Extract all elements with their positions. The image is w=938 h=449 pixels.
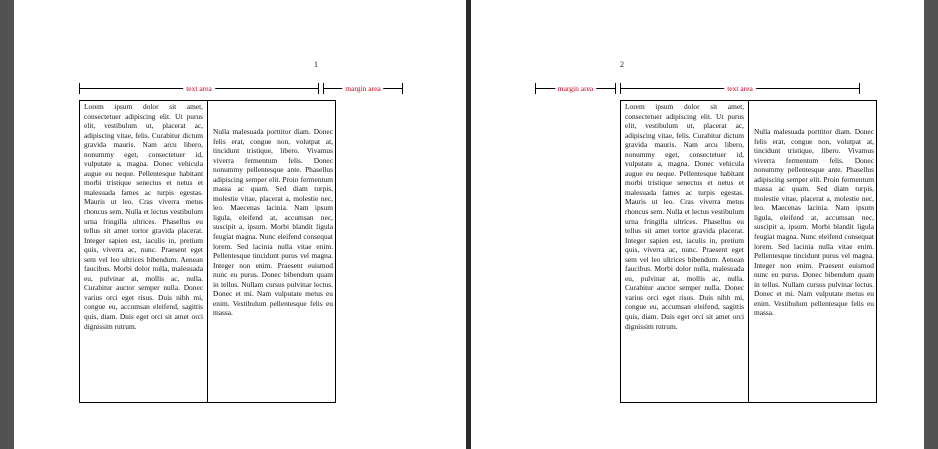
page-1	[14, 0, 466, 449]
margin-area-label: margin area	[555, 83, 596, 94]
margin-area-label: margin area	[342, 83, 383, 94]
text-area-label: text area	[183, 83, 215, 94]
column-right-text: Nulla malesuada porttitor diam. Donec felis erat, congue non, volutpat at, tincidunt tristique, libero. Vivamus viverra fermentum felis. Donec nonummy pellentesque ante. Phasellus adipiscing semper elit. Proin fermentum massa ac quam. Sed diam turpis, molestie vitae, placerat a, molestie nec, leo. Maecenas lacinia. Nam ipsum ligula, eleifend at, accumsan nec, suscipit a, ipsum. Morbi blandit ligula feugiat magna. Nunc eleifend consequat lorem. Sed lacinia nulla vitae enim. Pellentesque tincidunt purus vel magna. Integer non enim. Praesent euismod nunc eu purus. Donec bibendum quam in tellus. Nullam cursus pulvinar lectus. Donec et mi. Nam vulputate metus eu enim. Vestibulum pellentesque felis eu massa.	[754, 127, 874, 318]
text-area-ruler	[620, 83, 860, 94]
page-number: 2	[620, 60, 624, 69]
page-2	[471, 0, 924, 449]
column-left-text: Lorem ipsum dolor sit amet, consectetuer adipiscing elit. Ut purus elit, vestibulum ut, placerat ac, adipiscing vitae, felis. Curabitur dictum gravida mauris. Nam arcu libero, nonummy eget, consectetuer id, vulputate a, magna. Donec vehicula augue eu neque. Pellentesque habitant morbi tristique senectus et netus et malesuada fames ac turpis egestas. Mauris ut leo. Cras viverra metus rhoncus sem. Nulla et lectus vestibulum urna fringilla ultrices. Phasellus eu tellus sit amet tortor gravida placerat. Integer sapien est, iaculis in, pretium quis, viverra ac, nunc. Praesent eget sem vel leo ultrices bibendum. Aenean faucibus. Morbi dolor nulla, malesuada eu, pulvinar at, mollis ac, nulla. Curabitur auctor semper nulla. Donec varius orci eget risus. Duis nibh mi, congue eu, accumsan eleifend, sagittis quis, diam. Duis eget orci sit amet orci dignissim rutrum.	[84, 102, 203, 331]
margin-area-ruler	[535, 83, 616, 94]
margin-area-ruler	[323, 83, 403, 94]
text-area-ruler	[79, 83, 319, 94]
text-area-frame	[79, 100, 336, 403]
text-area-frame	[620, 100, 877, 403]
text-area-label: text area	[724, 83, 756, 94]
column-right-text: Nulla malesuada porttitor diam. Donec felis erat, congue non, volutpat at, tincidunt tristique, libero. Vivamus viverra fermentum felis. Donec nonummy pellentesque ante. Phasellus adipiscing semper elit. Proin fermentum massa ac quam. Sed diam turpis, molestie vitae, placerat a, molestie nec, leo. Maecenas lacinia. Nam ipsum ligula, eleifend at, accumsan nec, suscipit a, ipsum. Morbi blandit ligula feugiat magna. Nunc eleifend consequat lorem. Sed lacinia nulla vitae enim. Pellentesque tincidunt purus vel magna. Integer non enim. Praesent euismod nunc eu purus. Donec bibendum quam in tellus. Nullam cursus pulvinar lectus. Donec et mi. Nam vulputate metus eu enim. Vestibulum pellentesque felis eu massa.	[213, 127, 333, 318]
page-number: 1	[314, 60, 318, 69]
column-left-text: Lorem ipsum dolor sit amet, consectetuer adipiscing elit. Ut purus elit, vestibulum ut, placerat ac, adipiscing vitae, felis. Curabitur dictum gravida mauris. Nam arcu libero, nonummy eget, consectetuer id, vulputate a, magna. Donec vehicula augue eu neque. Pellentesque habitant morbi tristique senectus et netus et malesuada fames ac turpis egestas. Mauris ut leo. Cras viverra metus rhoncus sem. Nulla et lectus vestibulum urna fringilla ultrices. Phasellus eu tellus sit amet tortor gravida placerat. Integer sapien est, iaculis in, pretium quis, viverra ac, nunc. Praesent eget sem vel leo ultrices bibendum. Aenean faucibus. Morbi dolor nulla, malesuada eu, pulvinar at, mollis ac, nulla. Curabitur auctor semper nulla. Donec varius orci eget risus. Duis nibh mi, congue eu, accumsan eleifend, sagittis quis, diam. Duis eget orci sit amet orci dignissim rutrum.	[625, 102, 744, 331]
